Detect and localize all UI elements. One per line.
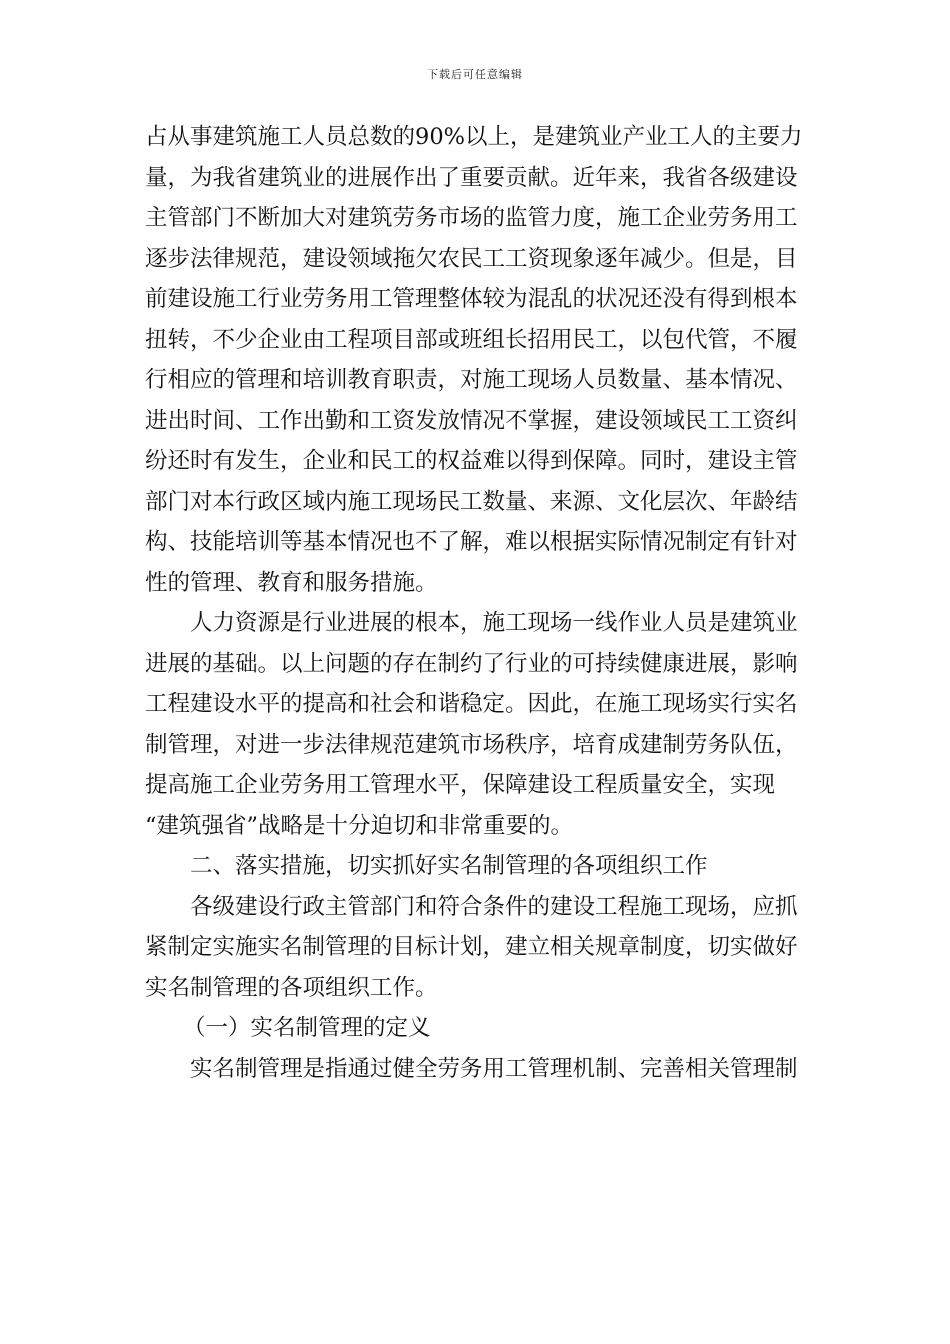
text-line: 占从事建筑施工人员总数的90%以上，是建筑业产业工人的主要力 — [145, 124, 803, 150]
text-line: 性的管理、教育和服务措施。 — [145, 569, 438, 596]
text-line: 扭转，不少企业由工程项目部或班组长招用民工，以包代管，不履 — [145, 326, 798, 353]
paragraph-start-line: 各级建设行政主管部门和符合条件的建设工程施工现场，应抓 — [190, 893, 798, 920]
text-line: 部门对本行政区域内施工现场民工数量、来源、文化层次、年龄结 — [145, 488, 798, 515]
text-line: 制管理，对进一步法律规范建筑市场秩序，培育成建制劳务队伍， — [145, 731, 798, 758]
text-line: 量，为我省建筑业的进展作出了重要贡献。近年来，我省各级建设 — [145, 164, 798, 191]
page-header: 下载后可任意编辑 — [427, 68, 523, 81]
text-line: 逐步法律规范，建设领域拖欠农民工工资现象逐年减少。但是，目 — [145, 245, 798, 272]
text-line: 纷还时有发生，企业和民工的权益难以得到保障。同时，建设主管 — [145, 448, 798, 474]
paragraph-start-line: 实名制管理是指通过健全劳务用工管理机制、完善相关管理制 — [190, 1055, 798, 1082]
text-line: 进展的基础。以上问题的存在制约了行业的可持续健康进展，影响 — [145, 650, 798, 677]
text-line: 构、技能培训等基本情况也不了解，难以根据实际情况制定有针对 — [145, 529, 798, 555]
text-line: 行相应的管理和培训教育职责，对施工现场人员数量、基本情况、 — [145, 367, 798, 393]
paragraph-start-line: 人力资源是行业进展的根本，施工现场一线作业人员是建筑业 — [190, 610, 798, 636]
text-line: 紧制定实施实名制管理的目标计划，建立相关规章制度，切实做好 — [145, 934, 798, 960]
text-line: 提高施工企业劳务用工管理水平，保障建设工程质量安全，实现 — [145, 772, 776, 798]
text-line: 主管部门不断加大对建筑劳务市场的监管力度，施工企业劳务用工 — [145, 205, 798, 231]
document-body — [145, 117, 825, 1089]
text-line: 前建设施工行业劳务用工管理整体较为混乱的状况还没有得到根本 — [145, 286, 798, 312]
text-line: “建筑强省”战略是十分迫切和非常重要的。 — [145, 812, 574, 839]
text-line: 工程建设水平的提高和社会和谐稳定。因此，在施工现场实行实名 — [145, 691, 798, 717]
section-heading: 二、落实措施，切实抓好实名制管理的各项组织工作 — [190, 853, 708, 879]
subsection-heading: （一）实名制管理的定义 — [183, 1015, 431, 1041]
text-line: 实名制管理的各项组织工作。 — [145, 974, 438, 1001]
text-line: 进出时间、工作出勤和工资发放情况不掌握，建设领域民工工资纠 — [145, 407, 798, 434]
